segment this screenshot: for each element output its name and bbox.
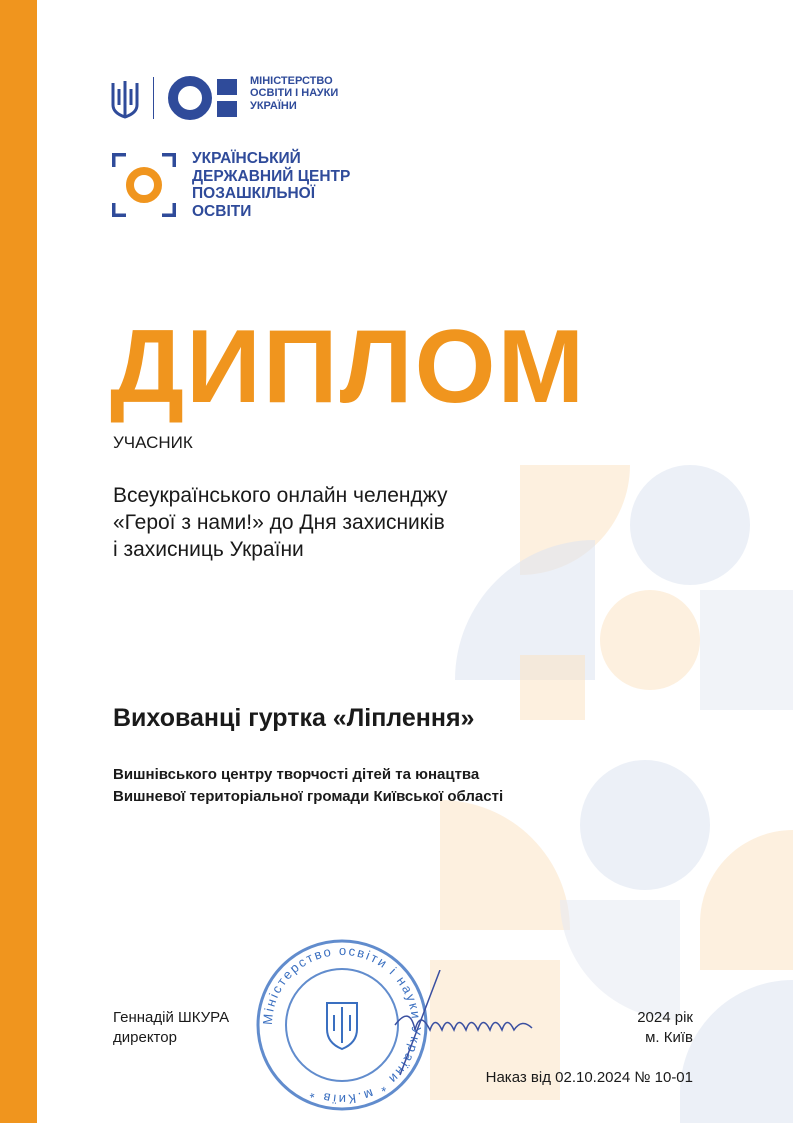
event-line: «Герої з нами!» до Дня захисників xyxy=(113,511,445,534)
orange-side-bar xyxy=(0,0,37,1123)
center-logo-line: ДЕРЖАВНИЙ ЦЕНТР xyxy=(192,167,351,185)
signer-position: директор xyxy=(113,1029,177,1046)
event-description xyxy=(113,482,448,563)
center-logo-line: ПОЗАШКІЛЬНОЇ xyxy=(192,185,315,202)
city: м. Київ xyxy=(645,1029,693,1046)
order-number: Наказ від 02.10.2024 № 10-01 xyxy=(485,1069,693,1086)
date-place xyxy=(637,1008,693,1048)
event-line: і захисниць України xyxy=(113,538,304,561)
trident-icon xyxy=(110,79,140,119)
diploma-title: ДИПЛОМ xyxy=(110,309,587,425)
organization-line: Вишнівського центру творчості дітей та юнацтва xyxy=(113,766,480,783)
organization-line: Вишневої територіальної громади Київської області xyxy=(113,788,504,805)
status-label: УЧАСНИК xyxy=(113,433,193,452)
ministry-logo-line: МІНІСТЕРСТВО xyxy=(250,75,333,87)
signer-block xyxy=(113,1008,229,1048)
center-logo-line: УКРАЇНСЬКИЙ xyxy=(192,150,301,167)
seal-text: Міністерство освіти і науки України * м.Київ * xyxy=(259,942,425,1108)
ministry-logo-line: УКРАЇНИ xyxy=(250,99,297,112)
center-emblem-icon xyxy=(112,153,176,217)
organization xyxy=(113,764,503,808)
center-logo-line: ОСВІТИ xyxy=(192,202,252,220)
ministry-emblem-icon xyxy=(167,75,245,121)
signer-name: Геннадій ШКУРА xyxy=(113,1009,230,1026)
event-line: Всеукраїнського онлайн челенджу xyxy=(113,484,448,507)
year: 2024 рік xyxy=(637,1009,693,1026)
signature xyxy=(380,970,580,1080)
recipient-name: Вихованці гуртка «Ліплення» xyxy=(113,704,475,732)
ministry-logo-line: ОСВІТИ І НАУКИ xyxy=(250,87,339,100)
